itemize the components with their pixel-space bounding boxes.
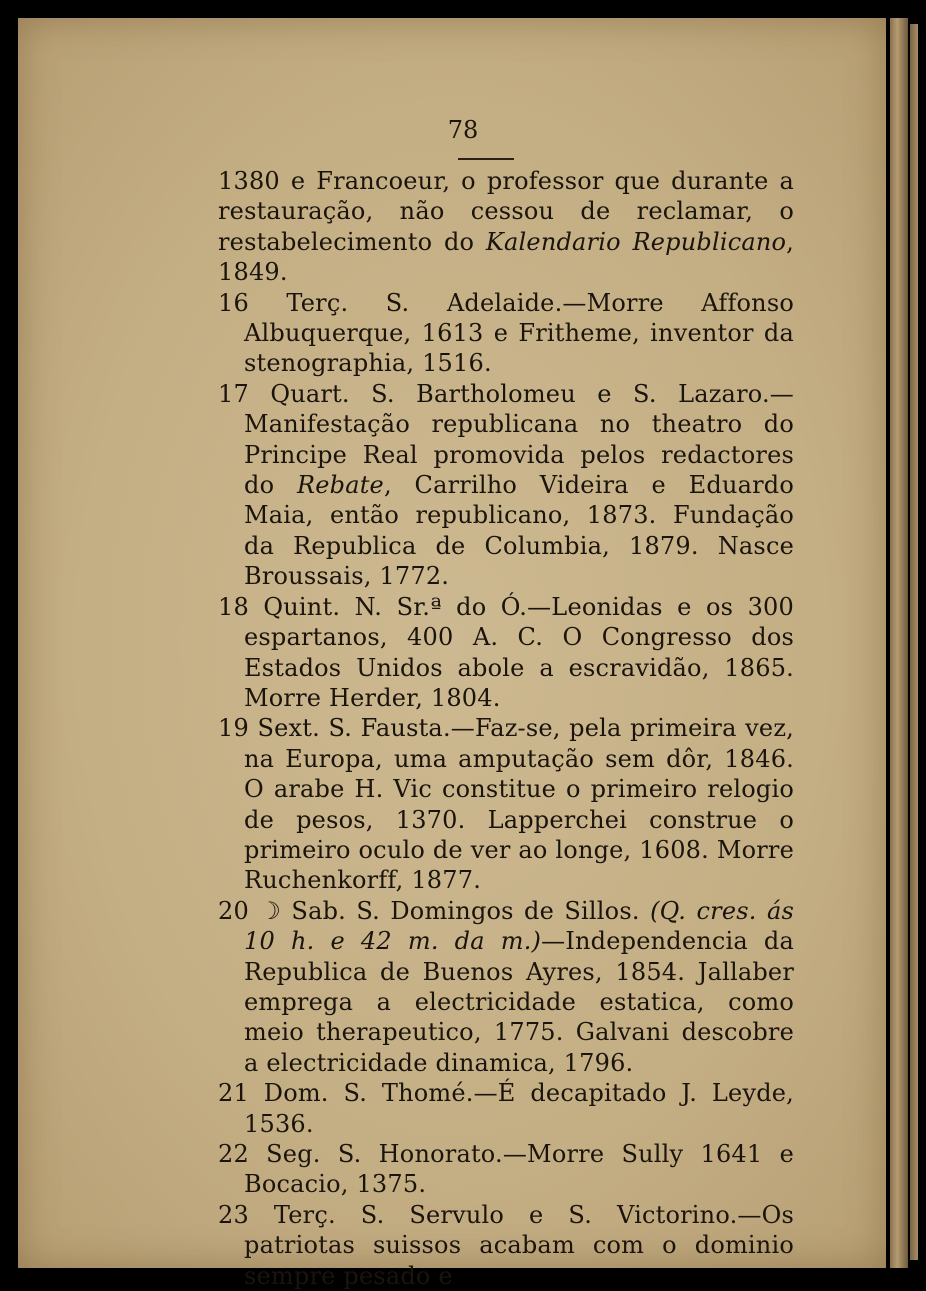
- entry-19: 19 Sext. S. Fausta.—Faz-se, pela primeira vez, na Europa, uma amputação sem dôr, 1846. O arabe H. Vic constitue o primeiro relogio de pesos, 1370. Lapperchei construe o primeiro oculo de ver ao longe, 1608. Morre Ruchenkorff, 1877.: [218, 714, 794, 895]
- page-edge-back: [910, 24, 918, 1260]
- page-edge: [890, 18, 908, 1268]
- header-rule: [458, 158, 514, 160]
- entry-18: 18 Quint. N. Sr.ª do Ó.—Leonidas e os 300 espartanos, 400 A. C. O Congresso dos Estados Unidos abole a escravidão, 1865. Morre Herder, 1804.: [218, 592, 794, 712]
- entry-17: 17 Quart. S. Bartholomeu e S. Lazaro.—Manifestação republicana no theatro do Principe Real promovida pelos redactores do Rebate, Carrilho Videira e Eduardo Maia, então republicano, 1873. Fundação da Republica de Columbia, 1879. Nasce Broussais, 1772.: [218, 379, 794, 591]
- entry-20: 20 ☽ Sab. S. Domingos de Sillos. (Q. cres. ás 10 h. e 42 m. da m.)—Independencia da Republica de Buenos Ayres, 1854. Jallaber emprega a electricidade estatica, como meio therapeutico, 1775. Galvani descobre a electricidade dinamica, 1796.: [218, 896, 794, 1077]
- entry-23: 23 Terç. S. Servulo e S. Victorino.—Os patriotas suissos acabam com o dominio sempre pesado e: [218, 1200, 794, 1290]
- entry-21: 21 Dom. S. Thomé.—É decapitado J. Leyde, 1536.: [218, 1079, 794, 1138]
- entry-16: 16 Terç. S. Adelaide.—Morre Affonso Albuquerque, 1613 e Fritheme, inventor da stenographia, 1516.: [218, 288, 794, 378]
- entry-22: 22 Seg. S. Honorato.—Morre Sully 1641 e Bocacio, 1375.: [218, 1140, 794, 1199]
- paragraph-continuation: 1380 e Francoeur, o professor que durante a restauração, não cessou de reclamar, o restabelecimento do Kalendario Republicano, 1849.: [218, 167, 794, 287]
- page-number: 78: [447, 116, 479, 144]
- page-body: [218, 166, 794, 1291]
